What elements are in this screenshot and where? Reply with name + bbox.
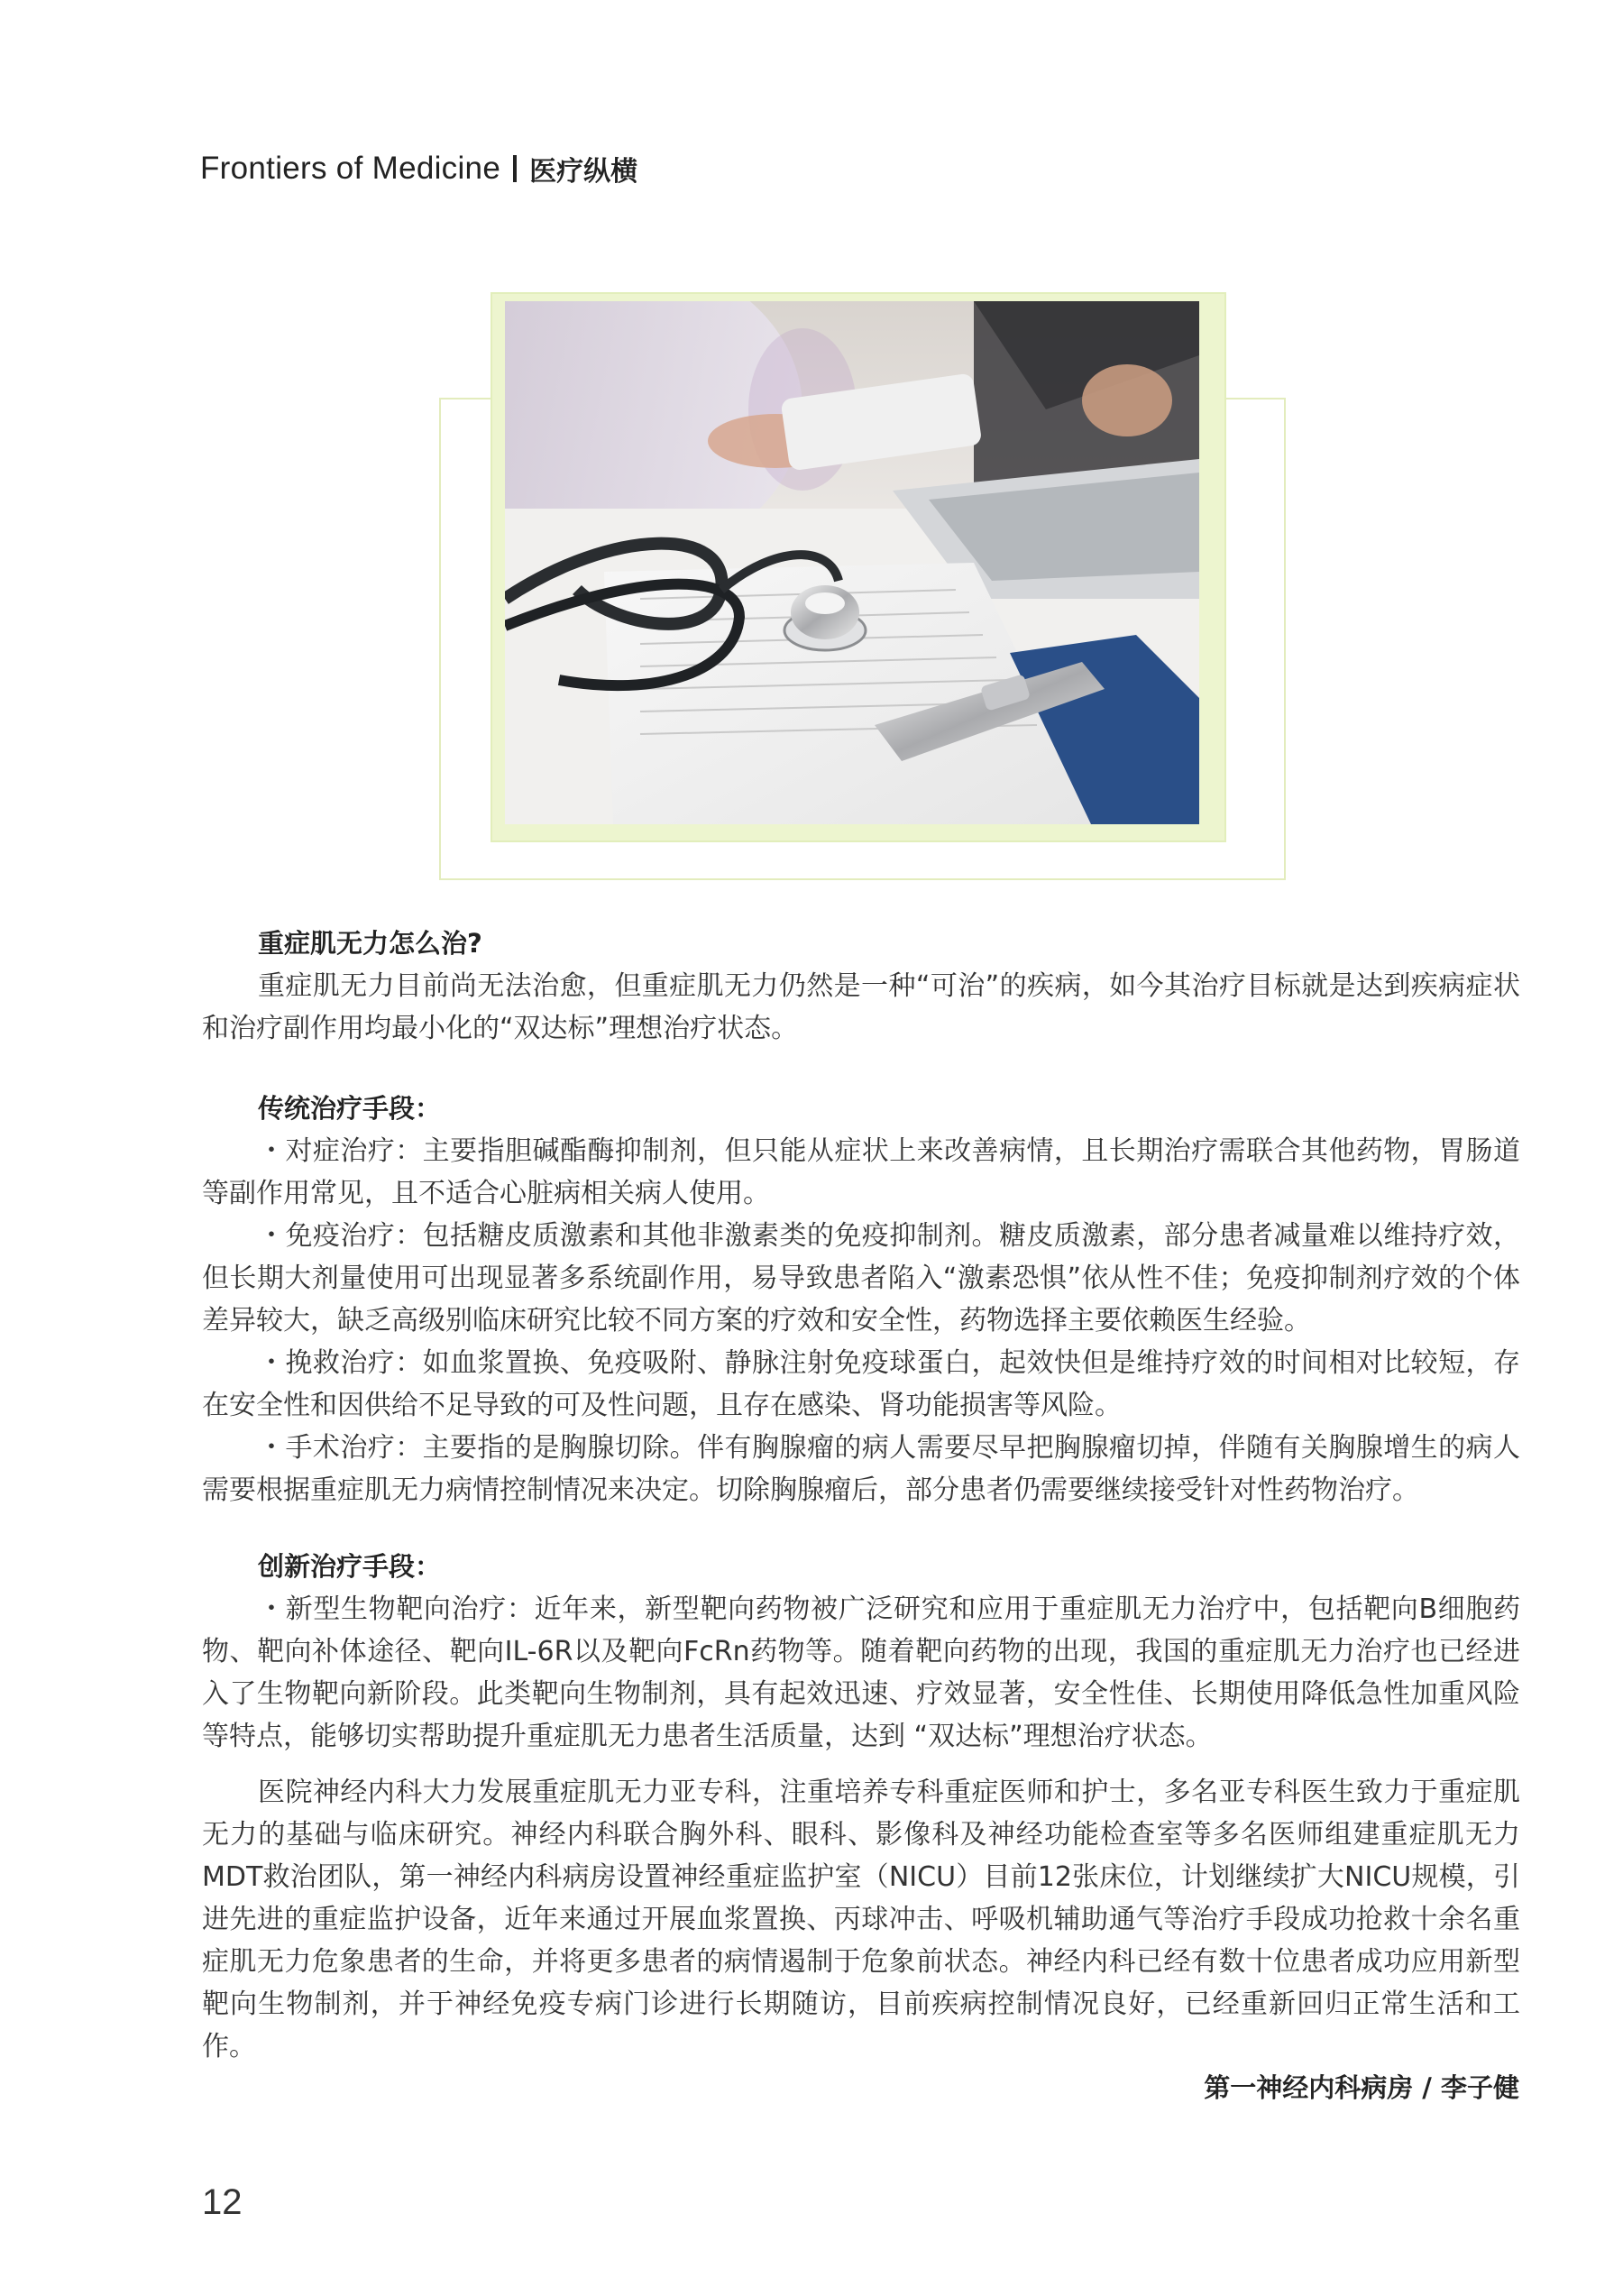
page-header <box>200 146 637 191</box>
section-heading: 传统治疗手段： <box>258 1093 442 1124</box>
section-heading: 创新治疗手段： <box>258 1551 442 1582</box>
list-item: ・手术治疗：主要指的是胸腺切除。伴有胸腺瘤的病人需要尽早把胸腺瘤切掉，伴随有关胸腺增生的病人需要根据重症肌无力病情控制情况来决定。切除胸腺瘤后，部分患者仍需要继续接受针对性药物治疗。 <box>202 1432 1520 1506</box>
section-traditional-treatment <box>202 1088 1520 1511</box>
list-item: ・新型生物靶向治疗：近年来，新型靶向药物被广泛研究和应用于重症肌无力治疗中，包括靶向B细胞药物、靶向补体途径、靶向IL-6R以及靶向FcRn药物等。随着靶向药物的出现，我国的重症肌无力治疗也已经进入了生物靶向新阶段。此类靶向生物制剂，具有起效迅速、疗效显著，安全性佳、长期使用降低急性加重风险等特点，能够切实帮助提升重症肌无力患者生活质量，达到 “双达标”理想治疗状态。 <box>202 1593 1520 1752</box>
list-item: ・免疫治疗：包括糖皮质激素和其他非激素类的免疫抑制剂。糖皮质激素，部分患者减量难以维持疗效，但长期大剂量使用可出现显著多系统副作用，易导致患者陷入“激素恐惧”依从性不佳；免疫抑制剂疗效的个体差异较大，缺乏高级别临床研究比较不同方案的疗效和安全性，药物选择主要依赖医生经验。 <box>202 1220 1520 1336</box>
closing-paragraph-block <box>202 1771 1520 2068</box>
medical-desk-photo <box>505 301 1199 824</box>
page-number: 12 <box>202 2182 243 2222</box>
header-title-en: Frontiers of Medicine <box>200 151 501 186</box>
author-signature: 第一神经内科病房 / 李子健 <box>1204 2072 1519 2103</box>
paragraph: 重症肌无力目前尚无法治愈，但重症肌无力仍然是一种“可治”的疾病，如今其治疗目标就是达到疾病症状和治疗副作用均最小化的“双达标”理想治疗状态。 <box>202 970 1520 1044</box>
section-heading: 重症肌无力怎么治? <box>258 928 482 959</box>
section-treatment-intro <box>202 923 1520 1050</box>
section-innovative-treatment <box>202 1546 1520 1758</box>
closing-paragraph: 医院神经内科大力发展重症肌无力亚专科，注重培养专科重症医师和护士，多名亚专科医生致力于重症肌无力的基础与临床研究。神经内科联合胸外科、眼科、影像科及神经功能检查室等多名医师组建重症肌无力MDT救治团队，第一神经内科病房设置神经重症监护室（NICU）目前12张床位，计划继续扩大NICU规模，引进先进的重症监护设备，近年来通过开展血浆置换、丙球冲击、呼吸机辅助通气等治疗手段成功抢救十余名重症肌无力危象患者的生命，并将更多患者的病情遏制于危象前状态。神经内科已经有数十位患者成功应用新型靶向生物制剂，并于神经免疫专病门诊进行长期随访，目前疾病控制情况良好，已经重新回归正常生活和工作。 <box>202 1777 1520 2062</box>
list-item: ・对症治疗：主要指胆碱酯酶抑制剂，但只能从症状上来改善病情，且长期治疗需联合其他药物，胃肠道等副作用常见，且不适合心脏病相关病人使用。 <box>202 1135 1520 1209</box>
header-title-cn: 医疗纵横 <box>529 156 638 188</box>
list-item: ・挽救治疗：如血浆置换、免疫吸附、静脉注射免疫球蛋白，起效快但是维持疗效的时间相对比较短，存在安全性和因供给不足导致的可及性问题，且存在感染、肾功能损害等风险。 <box>202 1347 1520 1421</box>
header-separator <box>513 155 517 182</box>
